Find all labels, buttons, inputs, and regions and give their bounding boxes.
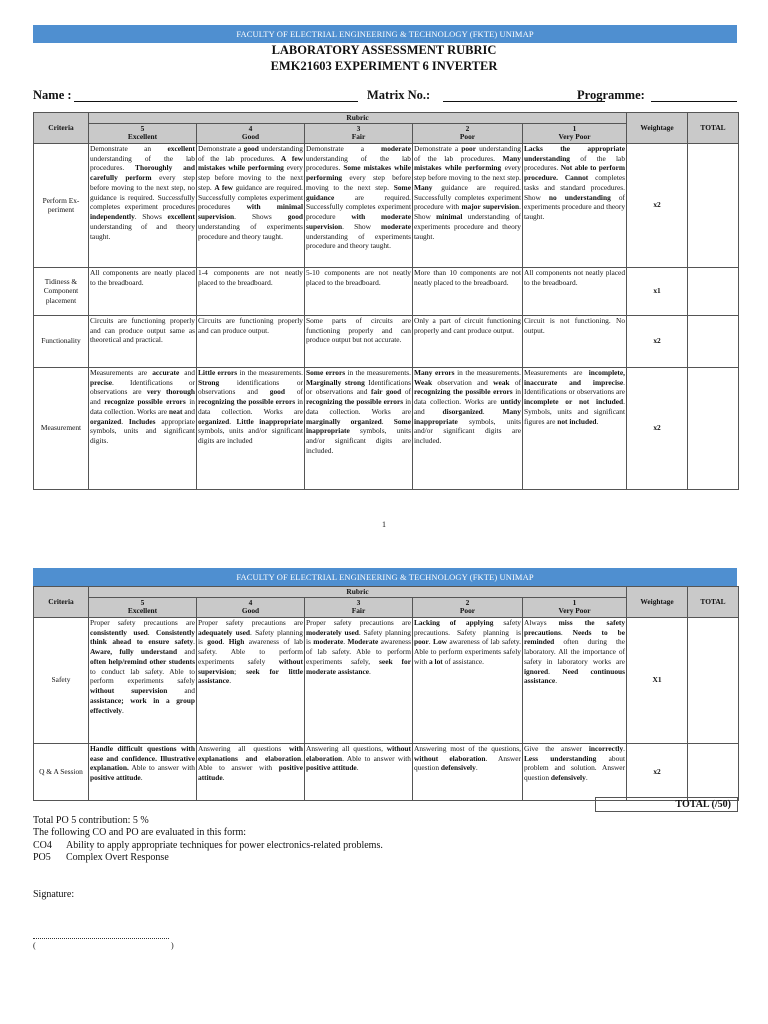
level-header-2 bbox=[413, 123, 523, 143]
weightage-cell: X1 bbox=[627, 617, 688, 743]
document-title: LABORATORY ASSESSMENT RUBRIC bbox=[271, 43, 497, 57]
level-header-3 bbox=[305, 123, 413, 143]
level-header-5 bbox=[89, 123, 197, 143]
rubric-row bbox=[34, 367, 739, 489]
weightage-cell: x2 bbox=[627, 143, 688, 267]
level-score: 1 bbox=[572, 597, 577, 607]
signature-label: Signature: bbox=[33, 889, 75, 900]
level-label: Very Poor bbox=[558, 132, 591, 142]
rubric-cell-level-4: Little errors in the measurements. Strong identifications or observations and good of recognizing the possible errors in data collection. Works are organized. Little inappropriate symbols, units and/or significant digits are included bbox=[197, 367, 305, 489]
rubric-cell-level-1: All components not neatly placed to the breadboard. bbox=[523, 267, 627, 315]
criteria-cell: Q & A Session bbox=[34, 743, 89, 800]
total-score-cell[interactable] bbox=[688, 143, 739, 267]
level-score: 2 bbox=[465, 123, 470, 133]
rubric-cell-level-1: Circuit is not functioning. No output. bbox=[523, 315, 627, 367]
rubric-cell-level-4: Answering all questions with explanations and elaboration. Able to answer with positive attitude. bbox=[197, 743, 305, 800]
name-field[interactable] bbox=[74, 101, 358, 102]
document-subtitle: EMK21603 EXPERIMENT 6 INVERTER bbox=[270, 59, 498, 73]
rubric-cell-level-2: Lacking of applying safety precautions. Safety planning is poor. Low awareness of lab safety. Able to perform experiments safely with a lot of assistance. bbox=[413, 617, 523, 743]
criteria-cell: Tidiness & Component placement bbox=[34, 267, 89, 315]
level-label: Fair bbox=[351, 606, 366, 616]
level-label: Excellent bbox=[127, 606, 158, 616]
weightage-cell: x2 bbox=[627, 367, 688, 489]
outcome-text: Complex Overt Response bbox=[66, 852, 169, 863]
programme-field[interactable] bbox=[651, 101, 737, 102]
signature-line[interactable] bbox=[33, 938, 169, 939]
level-label: Very Poor bbox=[558, 606, 591, 616]
level-score: 4 bbox=[248, 123, 253, 133]
criteria-header: Criteria bbox=[34, 113, 89, 144]
rubric-row bbox=[34, 267, 739, 315]
level-label: Good bbox=[241, 606, 260, 616]
rubric-row bbox=[34, 315, 739, 367]
weightage-header: Weightage bbox=[627, 113, 688, 144]
rubric-cell-level-5: Circuits are functioning properly and can produce output same as theoretical and practical. bbox=[89, 315, 197, 367]
rubric-cell-level-4: Proper safety precautions are adequately used. Safety planning is good. High awareness of lab safety. Able to perform experiments safely without supervision; seek for little assistance. bbox=[197, 617, 305, 743]
criteria-cell: Safety bbox=[34, 617, 89, 743]
rubric-cell-level-2: More than 10 components are not neatly placed to the breadboard. bbox=[413, 267, 523, 315]
rubric-cell-level-3: Proper safety precautions are moderately used. Safety planning is moderate. Moderate awareness of lab safety. Able to perform experiments safely, seek for moderate assistance. bbox=[305, 617, 413, 743]
level-label: Excellent bbox=[127, 132, 158, 142]
evaluated-note: The following CO and PO are evaluated in this form: bbox=[33, 827, 247, 838]
rubric-cell-level-2: Many errors in the measurements. Weak observation and weak of recognizing the possible errors in data collection. Works are untidy and disorganized. Many inappropriate symbols, units and/or significant digits are included. bbox=[413, 367, 523, 489]
outcome-text: Ability to apply appropriate techniques for power electronics-related problems. bbox=[66, 840, 383, 851]
rubric-header: Rubric bbox=[89, 587, 627, 598]
rubric-cell-level-1: Always miss the safety precautions. Needs to be reminded often during the laboratory. All the importance of safety in laboratory works are ignored. Need continuous assistance. bbox=[523, 617, 627, 743]
weightage-cell: x1 bbox=[627, 267, 688, 315]
level-score: 5 bbox=[140, 123, 145, 133]
rubric-cell-level-1: Give the answer incorrectly. Less understanding about problem and solution. Answer question defensively. bbox=[523, 743, 627, 800]
total-header: TOTAL bbox=[688, 113, 739, 144]
level-score: 1 bbox=[572, 123, 577, 133]
level-header-5 bbox=[89, 597, 197, 617]
criteria-header: Criteria bbox=[34, 587, 89, 618]
rubric-cell-level-4: Circuits are functioning properly and can produce output. bbox=[197, 315, 305, 367]
total-score-cell[interactable] bbox=[688, 367, 739, 489]
level-header-4 bbox=[197, 123, 305, 143]
weightage-cell: x2 bbox=[627, 743, 688, 800]
total-header: TOTAL bbox=[688, 587, 739, 618]
programme-label: Programme: bbox=[577, 88, 645, 102]
criteria-cell: Perform Ex- periment bbox=[34, 143, 89, 267]
rubric-table-1 bbox=[33, 112, 739, 490]
level-label: Poor bbox=[459, 606, 476, 616]
rubric-cell-level-3: Some parts of circuits are functioning properly and can produce output but not accurate. bbox=[305, 315, 413, 367]
weightage-cell: x2 bbox=[627, 315, 688, 367]
total-score-cell[interactable] bbox=[688, 743, 739, 800]
rubric-cell-level-5: Handle difficult questions with ease and confidence. Illustrative explanation. Able to answer with positive attitude. bbox=[89, 743, 197, 800]
weightage-header: Weightage bbox=[627, 587, 688, 618]
level-label: Fair bbox=[351, 132, 366, 142]
level-header-2 bbox=[413, 597, 523, 617]
total-score-cell[interactable] bbox=[688, 267, 739, 315]
faculty-banner: FACULTY OF ELECTRIAL ENGINEERING & TECHNOLOGY (FKTE) UNIMAP bbox=[33, 25, 737, 43]
rubric-cell-level-1: Measurements are incomplete, inaccurate and imprecise. Identifications or observations are incomplete or not included. Symbols, units and significant figures are not included. bbox=[523, 367, 627, 489]
level-header-1 bbox=[523, 597, 627, 617]
po-contribution: Total PO 5 contribution: 5 % bbox=[33, 815, 149, 826]
rubric-cell-level-3: Answering all questions, without elaboration. Able to answer with positive attitude. bbox=[305, 743, 413, 800]
level-label: Good bbox=[241, 132, 260, 142]
rubric-cell-level-5: Proper safety precautions are consistently used. Consistently think ahead to ensure safety. Aware, fully understand and often help/remind other students to conduct lab safety. Able to perform experiments safely without supervision and assistance; work in a group effectively. bbox=[89, 617, 197, 743]
level-score: 4 bbox=[248, 597, 253, 607]
rubric-row bbox=[34, 617, 739, 743]
outcome-code: CO4 bbox=[33, 840, 52, 851]
rubric-header: Rubric bbox=[89, 113, 627, 124]
name-label: Name : bbox=[33, 88, 72, 102]
criteria-cell: Measurement bbox=[34, 367, 89, 489]
name-paren-open: ( bbox=[33, 941, 36, 950]
name-paren-close: ) bbox=[171, 941, 174, 950]
level-header-1 bbox=[523, 123, 627, 143]
total-score-cell[interactable] bbox=[688, 617, 739, 743]
level-score: 3 bbox=[356, 123, 361, 133]
level-score: 2 bbox=[465, 597, 470, 607]
student-info-row bbox=[33, 88, 737, 104]
level-header-3 bbox=[305, 597, 413, 617]
rubric-cell-level-5: All components are neatly placed to the breadboard. bbox=[89, 267, 197, 315]
outcome-po5 bbox=[33, 852, 169, 864]
rubric-table-2 bbox=[33, 586, 739, 801]
total-score-cell[interactable] bbox=[688, 315, 739, 367]
rubric-cell-level-1: Lacks the appropriate understanding of the lab procedures. Not able to perform procedure. Cannot completes tasks and standard procedures. Show no understanding of experiments procedure and theory taught. bbox=[523, 143, 627, 267]
rubric-cell-level-2: Answering most of the questions, without elaboration. Answer question defensively. bbox=[413, 743, 523, 800]
rubric-cell-level-4: Demonstrate a good understanding of the lab procedures. A few mistakes while performing every step before moving to the next step. A few guidance are required. Successfully completes experiment procedures with minimal supervision. Shows good understanding of experiments procedure and theory taught. bbox=[197, 143, 305, 267]
rubric-cell-level-4: 1-4 components are not neatly placed to the breadboard. bbox=[197, 267, 305, 315]
criteria-cell: Functionality bbox=[34, 315, 89, 367]
rubric-cell-level-2: Only a part of circuit functioning properly and cant produce output. bbox=[413, 315, 523, 367]
grand-total-cell: TOTAL (/50) bbox=[595, 797, 738, 812]
rubric-cell-level-2: Demonstrate a poor understanding of the lab procedures. Many mistakes while performing every step before moving to the next step. Many guidance are required. Successfully completes experiment procedure with major supervision. Show minimal understanding of experiments procedure and theory taught. bbox=[413, 143, 523, 267]
rubric-cell-level-3: Demonstrate a moderate understanding of the lab procedures. Some mistakes while performing every step before moving to the next step. Some guidance are required. Successfully completes experiment procedure with moderate supervision. Show moderate understanding of experiments procedure and theory taught. bbox=[305, 143, 413, 267]
rubric-row bbox=[34, 743, 739, 800]
rubric-cell-level-3: Some errors in the measurements. Marginally strong Identifications or observations and fair good of recognizing the possible errors in data collection. Works are marginally organized. Some inappropriate symbols, units and/or significant digits are included. bbox=[305, 367, 413, 489]
outcome-co4 bbox=[33, 840, 383, 852]
faculty-banner-2: FACULTY OF ELECTRIAL ENGINEERING & TECHNOLOGY (FKTE) UNIMAP bbox=[33, 568, 737, 586]
level-label: Poor bbox=[459, 132, 476, 142]
level-score: 3 bbox=[356, 597, 361, 607]
rubric-cell-level-3: 5-10 components are not neatly placed to the breadboard. bbox=[305, 267, 413, 315]
rubric-row bbox=[34, 143, 739, 267]
outcome-code: PO5 bbox=[33, 852, 51, 863]
rubric-cell-level-5: Demonstrate an excellent understanding of the lab procedures. Thoroughly and carefully perform every step before moving to the next step, no guidance is required. Successfully completes experiment procedures independently. Shows excellent understanding of and theory taught. bbox=[89, 143, 197, 267]
matrix-label: Matrix No.: bbox=[367, 88, 431, 102]
rubric-cell-level-5: Measurements are accurate and precise. Identifications or observations are very thorough and recognize possible errors in data collection. Works are neat and organized. Includes appropriate symbols, units and significant digits. bbox=[89, 367, 197, 489]
level-score: 5 bbox=[140, 597, 145, 607]
level-header-4 bbox=[197, 597, 305, 617]
page-number: 1 bbox=[382, 520, 386, 529]
